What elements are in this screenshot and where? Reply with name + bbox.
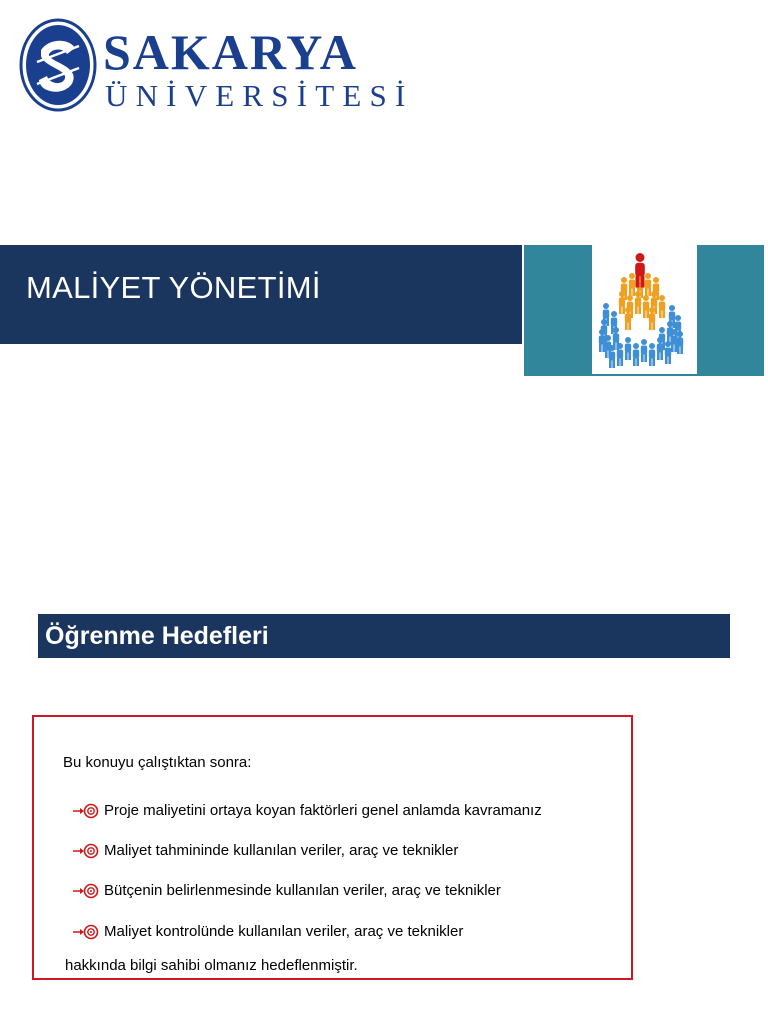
list-item (73, 922, 613, 942)
university-subtitle: ÜNİVERSİTESİ (105, 78, 414, 113)
university-name: SAKARYA (103, 24, 358, 80)
objectives-closing: hakkında bilgi sahibi olmanız hedeflenmiştir. (65, 957, 358, 974)
university-logo (19, 18, 414, 118)
objective-text: Maliyet kontrolünde kullanılan veriler, araç ve teknikler (104, 923, 464, 940)
list-item (73, 881, 613, 901)
objective-text: Maliyet tahmininde kullanılan veriler, araç ve teknikler (104, 842, 459, 859)
page-title: MALİYET YÖNETİMİ (26, 270, 321, 305)
university-emblem-icon (19, 18, 97, 112)
list-item (73, 801, 613, 821)
list-item (73, 841, 613, 861)
objectives-box (32, 715, 633, 980)
header-image-panel (524, 245, 764, 376)
objectives-intro: Bu konuyu çalıştıktan sonra: (63, 754, 252, 771)
people-hierarchy-icon (592, 245, 697, 374)
objective-text: Proje maliyetini ortaya koyan faktörleri genel anlamda kavramanız (104, 802, 542, 819)
objectives-banner (38, 614, 730, 658)
arrow-target-icon (73, 842, 99, 860)
arrow-target-icon (73, 882, 99, 900)
objectives-heading: Öğrenme Hedefleri (45, 622, 269, 650)
arrow-target-icon (73, 923, 99, 941)
arrow-target-icon (73, 802, 99, 820)
people-hierarchy-image (592, 245, 697, 374)
objective-text: Bütçenin belirlenmesinde kullanılan veriler, araç ve teknikler (104, 882, 501, 899)
